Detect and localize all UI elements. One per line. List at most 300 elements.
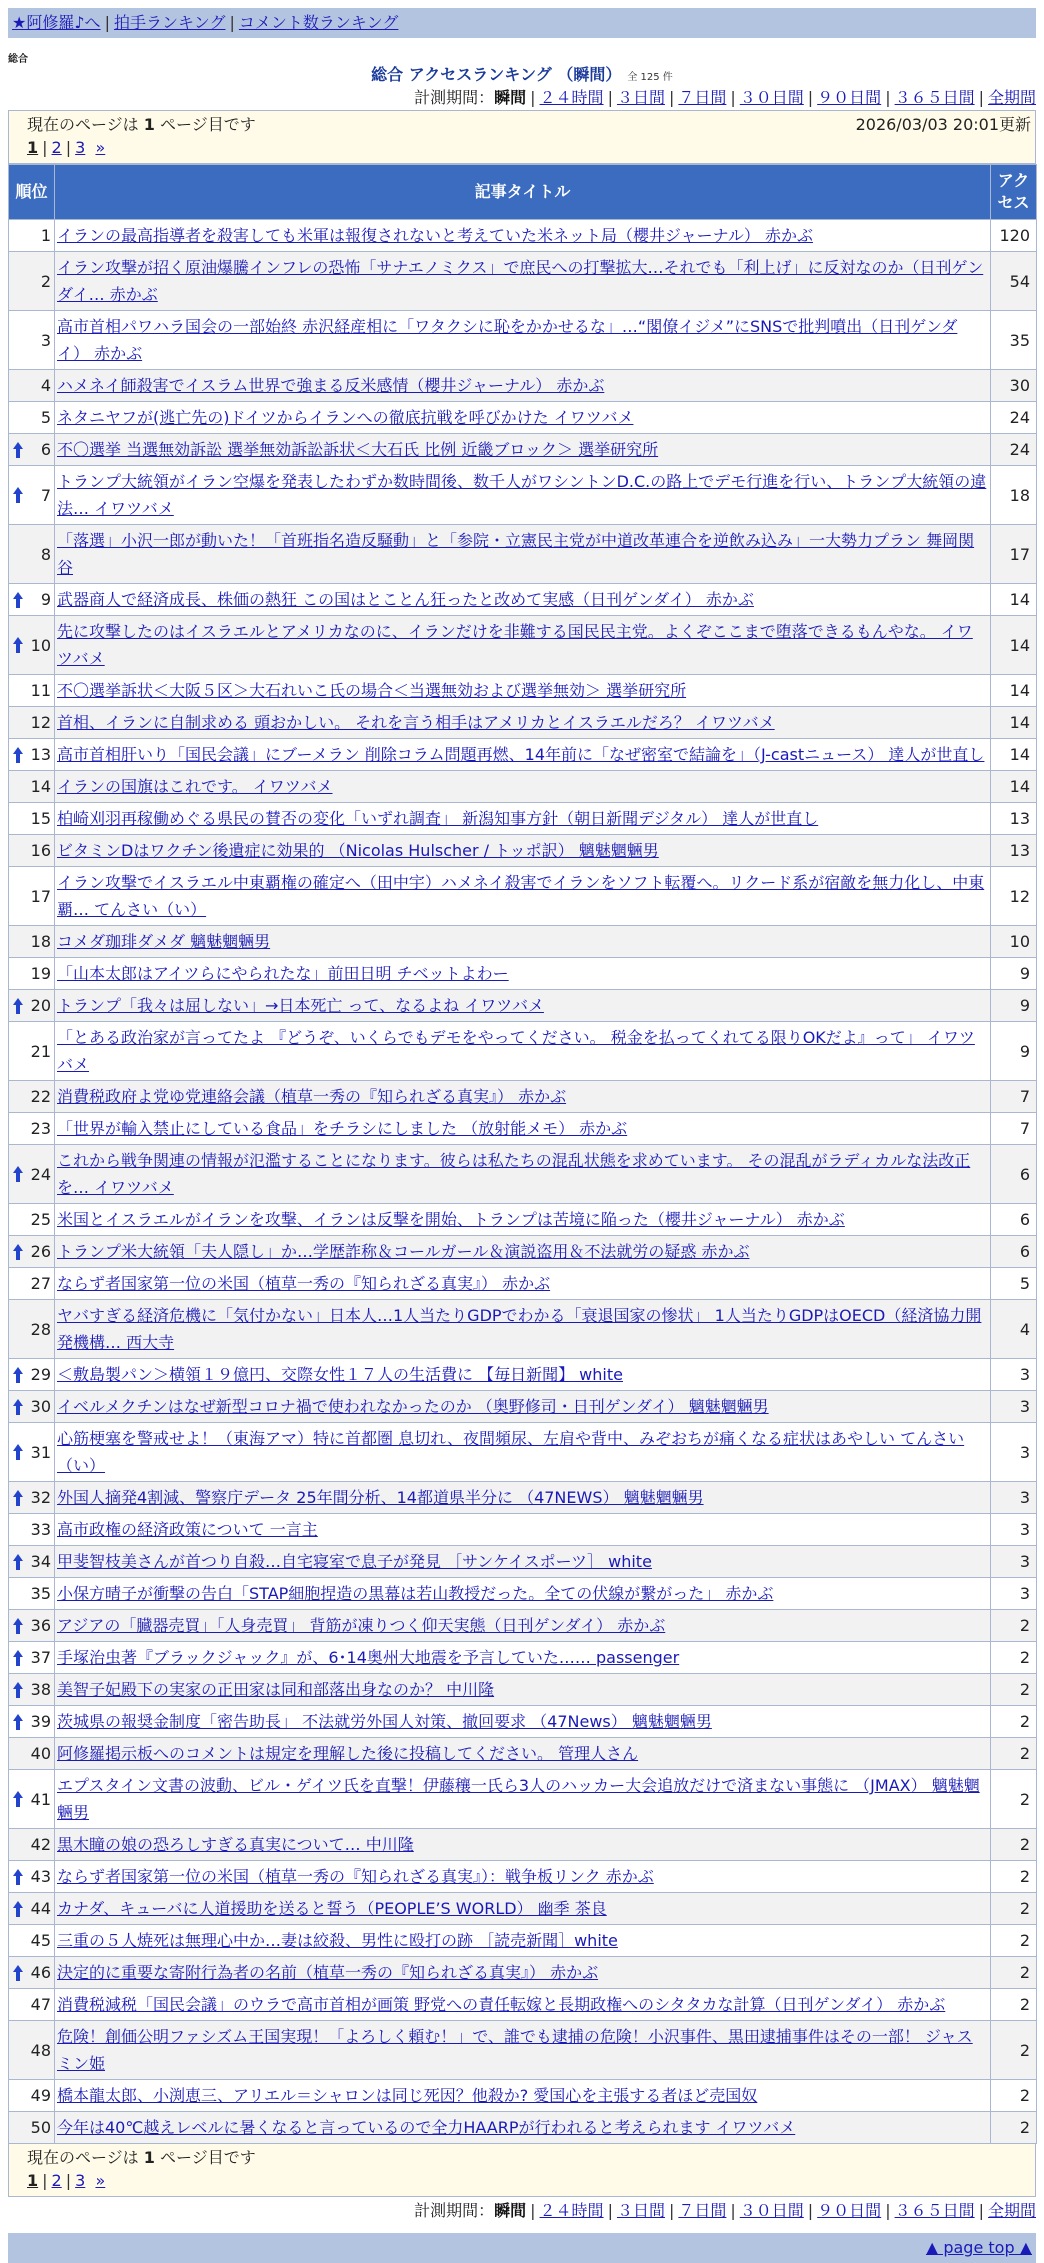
access-count: 13 (991, 803, 1037, 835)
rank-number: 23 (30, 1119, 51, 1138)
page-link-2[interactable]: 2 (51, 138, 62, 157)
rank-number: 27 (30, 1274, 51, 1293)
access-count: 4 (991, 1300, 1037, 1359)
article-link[interactable]: 消費税減税「国民会議」のウラで高市首相が画策 野党への責任転嫁と長期政権へのシタタカな計算（日刊ゲンダイ） 赤かぶ (57, 1995, 946, 2014)
rank-header: 順位 (9, 165, 55, 220)
title-cell (55, 1482, 991, 1514)
title-cell (55, 1546, 991, 1578)
article-link[interactable]: 先に攻撃したのはイスラエルとアメリカなのに、イランだけを非難する国民民主党。よくぞここまで堕落できるもんやな。 イワツバメ (57, 622, 973, 668)
rank-cell (9, 1578, 55, 1610)
access-count: 3 (991, 1423, 1037, 1482)
rank-number: 26 (30, 1242, 51, 1261)
title-cell (55, 1674, 991, 1706)
table-row (9, 1578, 1037, 1610)
title-cell (55, 1204, 991, 1236)
home-link[interactable]: ★阿修羅♪へ (12, 13, 101, 32)
page-separator: | (42, 138, 48, 157)
rank-number: 50 (30, 2118, 51, 2137)
rank-cell (9, 1861, 55, 1893)
period-link-0[interactable]: ２４時間 (539, 2201, 604, 2220)
title-cell (55, 402, 991, 434)
title-cell (55, 1236, 991, 1268)
rank-cell (9, 584, 55, 616)
title-cell (55, 616, 991, 675)
table-row (9, 675, 1037, 707)
table-row (9, 252, 1037, 311)
rank-cell (9, 466, 55, 525)
article-link[interactable]: 高市政権の経済政策について 一言主 (57, 1520, 318, 1539)
rank-number: 49 (30, 2086, 51, 2105)
access-count: 2 (991, 2021, 1037, 2080)
article-link[interactable]: ネタニヤフが(逃亡先の)ドイツからイランへの徹底抗戦を呼びかけた イワツバメ (57, 408, 634, 427)
access-count: 2 (991, 1642, 1037, 1674)
article-link[interactable]: 武器商人で経済成長、株価の熱狂 この国はとことん狂ったと改めて実感（日刊ゲンダイ） 赤かぶ (57, 590, 754, 609)
rank-cell (9, 1893, 55, 1925)
rank-cell (9, 2112, 55, 2144)
clap-ranking-link[interactable]: 拍手ランキング (113, 13, 226, 32)
page-status-suffix: ページ目です (154, 2148, 256, 2167)
period-label: 計測期間： (414, 2201, 495, 2220)
access-count: 2 (991, 1989, 1037, 2021)
rank-cell (9, 1957, 55, 1989)
period-link-0[interactable]: ２４時間 (539, 88, 604, 107)
next-page-link[interactable]: » (95, 138, 106, 157)
rank-number: 16 (30, 841, 51, 860)
table-row (9, 2112, 1037, 2144)
rank-number: 14 (30, 777, 51, 796)
title-cell (55, 584, 991, 616)
access-count: 9 (991, 990, 1037, 1022)
title-cell (55, 1268, 991, 1300)
title-cell (55, 739, 991, 771)
rank-cell (9, 707, 55, 739)
title-cell (55, 1081, 991, 1113)
access-count: 2 (991, 1861, 1037, 1893)
rank-cell (9, 835, 55, 867)
access-count: 24 (991, 402, 1037, 434)
period-selector-bottom (8, 2199, 1036, 2223)
page-title (8, 64, 1036, 86)
table-row (9, 867, 1037, 926)
access-count: 3 (991, 1359, 1037, 1391)
table-row (9, 1674, 1037, 1706)
page-link-2[interactable]: 2 (51, 2171, 62, 2190)
rank-number: 32 (30, 1488, 51, 1507)
rank-cell (9, 1113, 55, 1145)
title-cell (55, 2112, 991, 2144)
rank-number: 46 (30, 1963, 51, 1982)
table-row (9, 1770, 1037, 1829)
title-cell (55, 370, 991, 402)
rank-number: 9 (40, 590, 51, 609)
table-row (9, 1989, 1037, 2021)
page-link-3[interactable]: 3 (75, 2171, 86, 2190)
title-cell (55, 990, 991, 1022)
access-count: 54 (991, 252, 1037, 311)
rank-up-arrow-icon (12, 1680, 24, 1700)
access-count: 18 (991, 466, 1037, 525)
article-link[interactable]: 小保方晴子が衝撃の告白「STAP細胞捏造の黒幕は若山教授だった。全ての伏線が繋がった」 赤かぶ (57, 1584, 774, 1603)
rank-cell (9, 1300, 55, 1359)
article-link[interactable]: 甲斐智枝美さんが首つり自殺…自宅寝室で息子が発見 ［サンケイスポーツ］ white (57, 1552, 652, 1571)
access-count: 24 (991, 434, 1037, 466)
article-link[interactable]: ならず者国家第一位の米国（植草一秀の『知られざる真実』） 赤かぶ (57, 1274, 551, 1293)
period-link-3[interactable]: ３０日間 (739, 2201, 804, 2220)
rank-number: 2 (40, 271, 51, 291)
rank-number: 38 (30, 1680, 51, 1699)
page-separator: | (65, 2171, 72, 2190)
article-link[interactable]: 外国人摘発4割減、警察庁データ 25年間分析、14都道県半分に （47NEWS） 魑魅魍魎男 (57, 1488, 704, 1507)
article-link[interactable]: 黒木瞳の娘の恐ろしすぎる真実について… 中川隆 (57, 1835, 414, 1854)
title-cell (55, 1300, 991, 1359)
period-separator: | (607, 2201, 613, 2220)
page-status-prefix: 現在のページは (27, 2148, 144, 2167)
rank-cell (9, 434, 55, 466)
access-count: 3 (991, 1578, 1037, 1610)
article-link[interactable]: コメダ珈琲ダメダ 魑魅魍魎男 (57, 932, 271, 951)
page-status-current: 1 (143, 2148, 155, 2167)
table-row (9, 1861, 1037, 1893)
article-link[interactable]: 「落選」小沢一郎が動いた！「首班指名造反騒動」と「参院・立憲民主党が中道改革連合を逆飲み込み」一大勢力プラン 舞岡関谷 (57, 531, 975, 577)
table-row (9, 1391, 1037, 1423)
period-separator: | (730, 88, 736, 107)
rank-cell (9, 1610, 55, 1642)
article-link[interactable]: ならず者国家第一位の米国（植草一秀の『知られざる真実』）：戦争板リンク 赤かぶ (57, 1867, 654, 1886)
rank-number: 10 (30, 635, 51, 655)
article-link[interactable]: トランプ「我々は屈しない」→日本死亡 って、なるよね イワツバメ (57, 996, 544, 1015)
rank-number: 45 (30, 1931, 51, 1950)
table-row (9, 1610, 1037, 1642)
page-top-link[interactable]: ▲ page top ▲ (925, 2238, 1032, 2257)
article-link[interactable]: 心筋梗塞を警戒せよ！（東海アマ）特に首都圏 息切れ、夜間頻尿、左肩や背中、みぞおちが痛くなる症状はあやしい てんさい（い） (57, 1429, 965, 1475)
access-count: 7 (991, 1113, 1037, 1145)
period-separator: | (530, 2201, 536, 2220)
rank-up-arrow-icon (12, 1648, 24, 1668)
title-cell (55, 1893, 991, 1925)
rank-cell (9, 1989, 55, 2021)
rank-cell (9, 926, 55, 958)
access-count: 12 (991, 867, 1037, 926)
article-link[interactable]: イベルメクチンはなぜ新型コロナ禍で使われなかったのか （奥野修司・日刊ゲンダイ） 魑魅魍魎男 (57, 1397, 769, 1416)
rank-cell (9, 867, 55, 926)
rank-number: 8 (40, 544, 51, 564)
rank-cell (9, 1738, 55, 1770)
period-link-1[interactable]: ３日間 (616, 2201, 665, 2220)
rank-cell (9, 616, 55, 675)
page-links (27, 2169, 1017, 2193)
article-link[interactable]: 今年は40℃越えレベルに暑くなると言っているので全力HAARPが行われると考えられます イワツバメ (57, 2118, 796, 2137)
access-count: 2 (991, 1674, 1037, 1706)
rank-up-arrow-icon (12, 1164, 24, 1184)
article-link[interactable]: 手塚治虫著『ブラックジャック』が、6･14奥州大地震を予言していた…… passenger (57, 1648, 680, 1667)
rank-number: 33 (30, 1520, 51, 1539)
rank-number: 41 (30, 1789, 51, 1809)
nav-separator: | (229, 13, 235, 32)
table-row (9, 1829, 1037, 1861)
access-count: 2 (991, 1829, 1037, 1861)
access-count: 6 (991, 1236, 1037, 1268)
table-row (9, 926, 1037, 958)
next-page-link[interactable]: » (95, 2171, 106, 2190)
title-cell (55, 1738, 991, 1770)
current-page: 1 (27, 2171, 39, 2190)
title-cell (55, 2021, 991, 2080)
table-row (9, 1925, 1037, 1957)
rank-up-arrow-icon (12, 1552, 24, 1572)
rank-cell (9, 1391, 55, 1423)
period-link-2[interactable]: ７日間 (678, 88, 727, 107)
rank-number: 31 (30, 1442, 51, 1462)
access-count: 2 (991, 1893, 1037, 1925)
table-row (9, 2021, 1037, 2080)
rank-cell (9, 1423, 55, 1482)
period-label: 計測期間： (414, 88, 495, 107)
access-count: 14 (991, 707, 1037, 739)
rank-cell (9, 2021, 55, 2080)
period-link-3[interactable]: ３０日間 (739, 88, 804, 107)
article-link[interactable]: これから戦争関連の情報が氾濫することになります。彼らは私たちの混乱状態を求めています。 その混乱がラディカルな法改正を… イワツバメ (57, 1151, 971, 1197)
article-link[interactable]: 高市首相パワハラ国会の一部始終 赤沢経産相に「ワタクシに恥をかかせるな」…“閣僚イジメ”にSNSで批判噴出（日刊ゲンダイ） 赤かぶ (57, 317, 958, 363)
period-link-6[interactable]: 全期間 (987, 88, 1036, 107)
page-link-3[interactable]: 3 (75, 138, 86, 157)
period-link-4[interactable]: ９０日間 (817, 88, 882, 107)
table-row (9, 220, 1037, 252)
article-link[interactable]: イラン攻撃でイスラエル中東覇権の確定へ（田中宇）ハメネイ殺害でイランをソフト転覆へ。リクード系が宿敵を無力化し、中東覇… てんさい（い） (57, 873, 985, 919)
rank-cell (9, 1204, 55, 1236)
period-separator: | (885, 88, 891, 107)
title-cell (55, 926, 991, 958)
total-count: 全 125 件 (627, 72, 673, 83)
article-link[interactable]: イランの最高指導者を殺害しても米軍は報復されないと考えていた米ネット局（櫻井ジャーナル） 赤かぶ (57, 226, 813, 245)
title-cell (55, 1829, 991, 1861)
access-header: アクセス (991, 165, 1037, 220)
title-cell (55, 311, 991, 370)
rank-cell (9, 1022, 55, 1081)
rank-number: 36 (30, 1616, 51, 1635)
title-cell (55, 1113, 991, 1145)
article-link[interactable]: 「山本太郎はアイツらにやられたな」前田日明 チベットよわー (57, 964, 509, 983)
article-link[interactable]: 茨城県の報奨金制度「密告助長」 不法就労外国人対策、撤回要求 （47News） 魑魅魍魎男 (57, 1712, 712, 1731)
page-status (27, 2147, 1017, 2169)
article-link[interactable]: イランの国旗はこれです。 イワツバメ (57, 777, 333, 796)
title-header: 記事タイトル (55, 165, 991, 220)
access-count: 17 (991, 525, 1037, 584)
article-link[interactable]: 不〇選挙訴状＜大阪５区＞大石れいこ氏の場合＜当選無効および選挙無効＞ 選挙研究所 (57, 681, 687, 700)
table-row (9, 803, 1037, 835)
period-link-2[interactable]: ７日間 (678, 2201, 727, 2220)
rank-number: 11 (30, 681, 51, 700)
title-cell (55, 1514, 991, 1546)
access-count: 10 (991, 926, 1037, 958)
access-count: 2 (991, 1770, 1037, 1829)
access-count: 2 (991, 1610, 1037, 1642)
table-row (9, 771, 1037, 803)
article-link[interactable]: 不〇選挙 当選無効訴訟 選挙無効訴訟訴状＜大石氏 比例 近畿ブロック＞ 選挙研究所 (57, 440, 659, 459)
bottom-bar (8, 2233, 1036, 2263)
rank-cell (9, 525, 55, 584)
rank-up-arrow-icon (12, 1242, 24, 1262)
article-link[interactable]: トランプ米大統領「夫人隠し」か…学歴詐称＆コールガール＆演説盗用＆不法就労の疑惑 赤かぶ (57, 1242, 750, 1261)
table-row (9, 311, 1037, 370)
table-row (9, 1738, 1037, 1770)
article-link[interactable]: ビタミンDはワクチン後遺症に効果的 （Nicolas Hulscher / トッポ訳） 魑魅魍魎男 (57, 841, 659, 860)
rank-cell (9, 1674, 55, 1706)
access-count: 2 (991, 1706, 1037, 1738)
rank-number: 21 (30, 1041, 51, 1061)
table-row (9, 525, 1037, 584)
article-link[interactable]: 「とある政治家が言ってたよ 『どうぞ、いくらでもデモをやってください。 税金を払ってくれてる限りOKだよ』って」 イワツバメ (57, 1028, 975, 1074)
rank-number: 42 (30, 1835, 51, 1854)
table-row (9, 990, 1037, 1022)
page-separator: | (42, 2171, 48, 2190)
rank-cell (9, 1081, 55, 1113)
article-link[interactable]: 高市首相肝いり「国民会議」にブーメラン 削除コラム問題再燃、14年前に「なぜ密室で結論を」（J-castニュース） 達人が世直し (57, 745, 985, 764)
rank-cell (9, 1925, 55, 1957)
access-count: 14 (991, 771, 1037, 803)
rank-cell (9, 1514, 55, 1546)
access-count: 3 (991, 1546, 1037, 1578)
table-row (9, 835, 1037, 867)
rank-number: 3 (40, 330, 51, 350)
ranking-table (8, 164, 1037, 2144)
period-separator: | (668, 88, 675, 107)
rank-cell (9, 1482, 55, 1514)
rank-number: 20 (30, 996, 51, 1015)
access-count: 2 (991, 2080, 1037, 2112)
table-row (9, 739, 1037, 771)
article-link[interactable]: 「世界が輸入禁止にしている食品」をチラシにしました （放射能メモ） 赤かぶ (57, 1119, 628, 1138)
access-count: 120 (991, 220, 1037, 252)
rank-cell (9, 402, 55, 434)
rank-number: 40 (30, 1744, 51, 1763)
article-link[interactable]: ＜敷島製パン＞横領１９億円、交際女性１７人の生活費に 【毎日新聞】 white (57, 1365, 623, 1384)
article-link[interactable]: イラン攻撃が招く原油爆騰インフレの恐怖「サナエノミクス」で庶民への打撃拡大…それでも「利上げ」に反対なのか（日刊ゲンダイ… 赤かぶ (57, 258, 984, 304)
article-link[interactable]: 柏崎刈羽再稼働めぐる県民の賛否の変化「いずれ調査」 新潟知事方針（朝日新聞デジタル） 達人が世直し (57, 809, 819, 828)
rank-number: 35 (30, 1584, 51, 1603)
period-separator: | (885, 2201, 891, 2220)
table-row (9, 1514, 1037, 1546)
title-cell (55, 1423, 991, 1482)
access-count: 3 (991, 1482, 1037, 1514)
rank-cell (9, 1829, 55, 1861)
title-cell (55, 1359, 991, 1391)
table-row (9, 466, 1037, 525)
table-row (9, 707, 1037, 739)
access-count: 9 (991, 958, 1037, 990)
rank-number: 19 (30, 964, 51, 983)
table-row (9, 1145, 1037, 1204)
title-cell (55, 1770, 991, 1829)
article-link[interactable]: アジアの「臓器売買」「人身売買」 背筋が凍りつく仰天実態（日刊ゲンダイ） 赤かぶ (57, 1616, 666, 1635)
table-header (9, 165, 1037, 220)
title-cell (55, 1391, 991, 1423)
comment-ranking-link[interactable]: コメント数ランキング (238, 13, 399, 32)
rank-up-arrow-icon (12, 1899, 24, 1919)
period-separator: | (807, 2201, 814, 2220)
table-row (9, 1081, 1037, 1113)
rank-number: 15 (30, 809, 51, 828)
access-count: 3 (991, 1391, 1037, 1423)
access-count: 2 (991, 1738, 1037, 1770)
article-link[interactable]: 消費税政府よ党ゆ党連絡会議（植草一秀の『知られざる真実』） 赤かぶ (57, 1087, 567, 1106)
title-cell (55, 803, 991, 835)
title-cell (55, 466, 991, 525)
period-link-1[interactable]: ３日間 (616, 88, 665, 107)
title-cell (55, 675, 991, 707)
rank-cell (9, 990, 55, 1022)
period-link-4[interactable]: ９０日間 (817, 2201, 882, 2220)
period-link-6[interactable]: 全期間 (987, 2201, 1036, 2220)
article-link[interactable]: 橋本龍太郎、小渕恵三、アリエル＝シャロンは同じ死因？他殺か? 愛国心を主張する者ほど売国奴 (57, 2086, 758, 2105)
article-link[interactable]: 首相、イランに自制求める 頭おかしい。 それを言う相手はアメリカとイスラエルだろ？ イワツバメ (57, 713, 775, 732)
period-separator: | (668, 2201, 675, 2220)
article-link[interactable]: 三重の５人焼死は無理心中か…妻は絞殺、男性に殴打の跡 ［読売新聞］white (57, 1931, 618, 1950)
rank-number: 4 (40, 376, 51, 395)
table-row (9, 1359, 1037, 1391)
current-page: 1 (27, 138, 39, 157)
article-link[interactable]: 危険！創価公明ファシズム王国実現！「よろしく頼む！」で、誰でも逮捕の危険！小沢事件、黒田逮捕事件はその一部！ ジャスミン姫 (57, 2027, 973, 2073)
rank-cell (9, 220, 55, 252)
access-count: 5 (991, 1268, 1037, 1300)
article-link[interactable]: カナダ、キューバに人道援助を送ると誓う（PEOPLE’S WORLD） 幽季 茶良 (57, 1899, 607, 1918)
top-nav-bar (8, 8, 1036, 38)
page-separator: | (65, 138, 72, 157)
rank-up-arrow-icon (12, 485, 24, 505)
rank-up-arrow-icon (12, 996, 24, 1016)
rank-cell (9, 1642, 55, 1674)
table-row (9, 1113, 1037, 1145)
article-link[interactable]: ヤバすぎる経済危機に「気付かない」日本人…1人当たりGDPでわかる「衰退国家の惨状」 1人当たりGDPはOECD（経済協力開発機構… 西大寺 (57, 1306, 982, 1352)
pager-bottom (8, 2144, 1036, 2197)
rank-up-arrow-icon (12, 1397, 24, 1417)
article-link[interactable]: トランプ大統領がイラン空爆を発表したわずか数時間後、数千人がワシントンD.C.の路上でデモ行進を行い、トランプ大統領の違法… イワツバメ (57, 472, 987, 518)
rank-number: 5 (40, 408, 51, 427)
period-link-5[interactable]: ３６５日間 (894, 2201, 975, 2220)
pager-top (8, 110, 1036, 164)
period-current: 瞬間 (494, 88, 527, 107)
rank-number: 28 (30, 1319, 51, 1339)
rank-number: 1 (40, 226, 51, 245)
access-count: 6 (991, 1145, 1037, 1204)
period-link-5[interactable]: ３６５日間 (894, 88, 975, 107)
title-cell (55, 1022, 991, 1081)
period-selector (8, 86, 1036, 110)
article-link[interactable]: 美智子妃殿下の実家の正田家は同和部落出身なのか？ 中川隆 (57, 1680, 495, 1699)
article-link[interactable]: ハメネイ師殺害でイスラム世界で強まる反米感情（櫻井ジャーナル） 赤かぶ (57, 376, 605, 395)
article-link[interactable]: 阿修羅掲示板へのコメントは規定を理解した後に投稿してください。 管理人さん (57, 1744, 639, 1763)
rank-cell (9, 1359, 55, 1391)
article-link[interactable]: エプスタイン文書の波動、ビル・ゲイツ氏を直撃！伊藤穰一氏ら3人のハッカー大会追放だけで済まない事態に （JMAX） 魑魅魍魎男 (57, 1776, 980, 1822)
page-status-current: 1 (143, 115, 155, 134)
period-separator: | (978, 88, 984, 107)
rank-number: 25 (30, 1210, 51, 1229)
article-link[interactable]: 決定的に重要な寄附行為者の名前（植草一秀の『知られざる真実』） 赤かぶ (57, 1963, 599, 1982)
rank-cell (9, 311, 55, 370)
rank-up-arrow-icon (12, 1789, 24, 1809)
ranking-title: 総合 アクセスランキング （瞬間） (371, 65, 622, 84)
title-cell (55, 1578, 991, 1610)
access-count: 35 (991, 311, 1037, 370)
title-cell (55, 707, 991, 739)
rank-number: 39 (30, 1712, 51, 1731)
rank-number: 22 (30, 1087, 51, 1106)
article-link[interactable]: 米国とイスラエルがイランを攻撃、イランは反撃を開始、トランプは苦境に陥った（櫻井ジャーナル） 赤かぶ (57, 1210, 845, 1229)
page-links (27, 136, 1017, 160)
title-cell (55, 958, 991, 990)
page-status-prefix: 現在のページは (27, 115, 144, 134)
breadcrumb: 総合 (8, 54, 28, 65)
access-count: 7 (991, 1081, 1037, 1113)
